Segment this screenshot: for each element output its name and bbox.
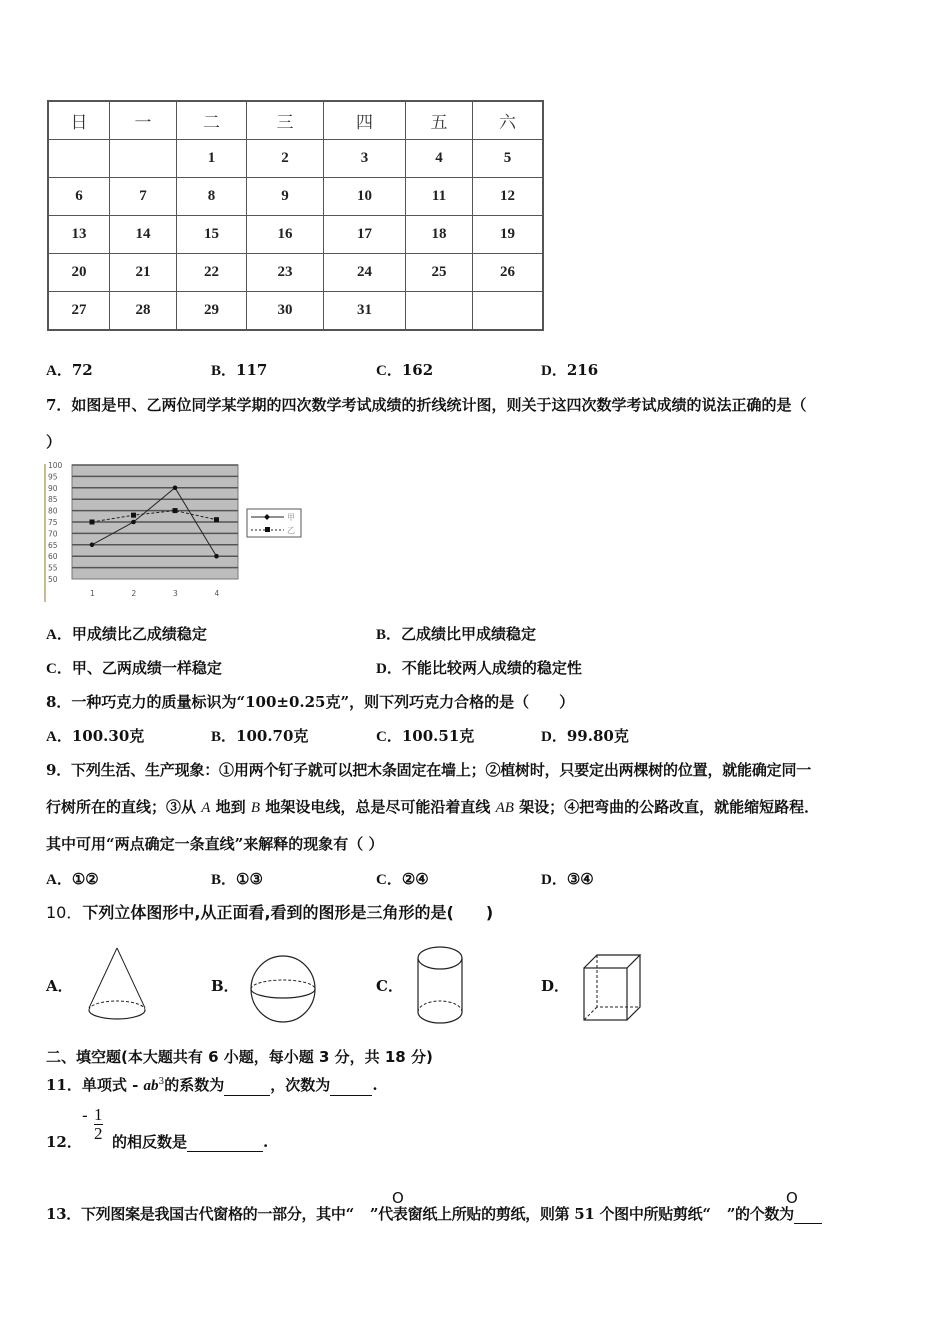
q9-option-b (211, 869, 263, 890)
calendar-cell: 30 (247, 292, 324, 331)
expression-base: ab (143, 1078, 159, 1094)
option-label: A． (46, 729, 72, 745)
paper-cut-circle-icon: O (392, 1189, 404, 1207)
variable-b: B (250, 800, 261, 816)
calendar-cell (48, 140, 110, 178)
q9-stem-line3: 其中可用“两点确定一条直线”来解释的现象有（ ） (46, 835, 384, 853)
calendar-cell: 8 (177, 178, 247, 216)
calendar-cell: 14 (110, 216, 177, 254)
q8-option-d (541, 726, 629, 747)
q7-option-c (46, 658, 222, 679)
text-segment: 的相反数是 (112, 1133, 188, 1151)
calendar-cell (473, 292, 544, 331)
fraction-numerator: 1 (94, 1105, 103, 1124)
q10-option-a-label: A． (46, 977, 73, 995)
q9-option-c (376, 869, 429, 890)
calendar-cell: 5 (473, 140, 544, 178)
option-label: A． (46, 363, 72, 379)
q10-option-b-label: B． (211, 977, 239, 995)
q10-stem (46, 903, 493, 923)
calendar-header-cell: 三 (247, 101, 324, 140)
calendar-cell: 4 (406, 140, 473, 178)
option-label: A． (46, 872, 72, 888)
option-value: 117 (236, 361, 268, 379)
q6-option-b (211, 360, 267, 381)
calendar-cell: 10 (324, 178, 406, 216)
calendar-cell: 23 (247, 254, 324, 292)
calendar-cell: 17 (324, 216, 406, 254)
calendar-header-cell: 二 (177, 101, 247, 140)
text-segment: ，次数为 (270, 1076, 331, 1094)
option-value: ③④ (566, 870, 594, 888)
calendar-cell: 27 (48, 292, 110, 331)
cone-icon (86, 945, 148, 1027)
q12-number: 12． (46, 1133, 82, 1151)
calendar-header-cell: 六 (473, 101, 544, 140)
q8-stem: 8．一种巧克力的质量标识为“100±0.25克”，则下列巧克力合格的是（ ） (46, 693, 575, 711)
q10-option-d-label: D． (541, 977, 570, 995)
calendar-cell: 7 (110, 178, 177, 216)
svg-text:50: 50 (48, 575, 58, 584)
calendar-cell: 24 (324, 254, 406, 292)
answer-blank[interactable] (224, 1079, 270, 1096)
answer-blank[interactable] (187, 1135, 263, 1152)
q8-option-b (211, 726, 308, 747)
text-segment: 13．下列图案是我国古代窗格的一部分，其中“ (46, 1205, 354, 1223)
calendar-cell: 3 (324, 140, 406, 178)
svg-text:70: 70 (48, 529, 58, 539)
text-segment: . (372, 1076, 378, 1094)
option-value: 162 (401, 361, 434, 379)
calendar-cell: 18 (406, 216, 473, 254)
text-segment: ”的个数为 (726, 1205, 794, 1223)
q10-option-c-label: C． (376, 977, 403, 995)
calendar-cell: 20 (48, 254, 110, 292)
q8-option-c (376, 726, 474, 747)
text-segment: 地架设电线，总是尽可能沿着直线 (265, 798, 491, 816)
q8-option-a (46, 726, 144, 747)
calendar-cell: 16 (247, 216, 324, 254)
svg-text:65: 65 (48, 540, 58, 550)
svg-text:2: 2 (131, 589, 137, 598)
q12-stem (112, 1132, 268, 1152)
chart-legend (247, 509, 301, 537)
calendar-header-cell: 一 (110, 101, 177, 140)
q11-stem (46, 1072, 378, 1096)
q12-negative-sign: - (82, 1106, 88, 1126)
svg-text:60: 60 (48, 552, 58, 562)
option-label: C． (376, 363, 402, 379)
question-number: 10． (46, 903, 83, 922)
option-label: C． (376, 872, 402, 888)
svg-text:甲: 甲 (287, 513, 295, 522)
paper-cut-circle-icon: O (786, 1189, 798, 1207)
option-label: D． (541, 729, 567, 745)
option-value: 72 (71, 361, 93, 379)
svg-text:95: 95 (48, 472, 58, 482)
q9-option-a (46, 869, 99, 890)
variable-a: A (201, 800, 211, 816)
option-label: D． (541, 872, 567, 888)
calendar-header-row (48, 101, 543, 140)
fraction (94, 1106, 103, 1143)
sphere-icon (248, 953, 318, 1025)
svg-text:75: 75 (48, 518, 58, 527)
svg-text:3: 3 (173, 589, 178, 598)
text-segment: ”代表窗纸上所贴的剪纸，则第 51 个图中所贴剪纸“ (369, 1205, 711, 1223)
calendar-cell: 19 (473, 216, 544, 254)
option-label: D． (376, 661, 402, 677)
calendar-cell: 9 (247, 178, 324, 216)
option-label: A． (46, 627, 72, 643)
answer-blank[interactable] (794, 1207, 822, 1224)
option-value: 甲成绩比乙成绩稳定 (71, 625, 207, 643)
variable-ab: AB (495, 800, 514, 816)
option-value: 甲、乙两成绩一样稳定 (71, 659, 222, 677)
option-value: ①② (71, 870, 99, 888)
option-value: ①③ (236, 870, 263, 888)
calendar-cell (110, 140, 177, 178)
calendar-cell: 2 (247, 140, 324, 178)
svg-text:80: 80 (48, 506, 58, 516)
text-segment: 地到 (215, 798, 246, 816)
svg-text:90: 90 (48, 483, 58, 493)
option-value: ②④ (401, 870, 429, 888)
answer-blank[interactable] (330, 1079, 372, 1096)
option-label: B． (376, 627, 402, 643)
calendar-row (48, 178, 543, 216)
calendar-cell: 11 (406, 178, 473, 216)
section-2-title: 二、填空题(本大题共有 6 小题，每小题 3 分，共 18 分) (46, 1048, 433, 1066)
option-label: D． (541, 363, 567, 379)
calendar-table (47, 100, 544, 331)
calendar-cell (406, 292, 473, 331)
q7-option-b (376, 624, 536, 645)
calendar-cell: 29 (177, 292, 247, 331)
calendar-cell: 21 (110, 254, 177, 292)
expression-exponent: 3 (158, 1077, 165, 1087)
option-label: C． (376, 729, 402, 745)
option-value: 不能比较两人成绩的稳定性 (401, 659, 582, 677)
svg-text:55: 55 (48, 563, 58, 573)
calendar-row (48, 254, 543, 292)
svg-text:100: 100 (48, 462, 63, 470)
calendar-cell: 15 (177, 216, 247, 254)
calendar-cell: 25 (406, 254, 473, 292)
q13-stem (46, 1204, 822, 1224)
option-value: 99.80克 (566, 727, 629, 745)
text-segment: 的系数为 (164, 1076, 225, 1094)
option-label: B． (211, 872, 237, 888)
option-label: C． (46, 661, 72, 677)
q7-option-d (376, 658, 582, 679)
svg-text:1: 1 (90, 589, 95, 598)
text-segment: 行树所在的直线；③从 (46, 798, 197, 816)
option-value: 100.51克 (401, 727, 475, 745)
score-line-chart (44, 462, 306, 604)
calendar-header-cell: 日 (48, 101, 110, 140)
question-text: 下列立体图形中,从正面看,看到的图形是三角形的是( ) (82, 903, 494, 922)
calendar-header-cell: 四 (324, 101, 406, 140)
option-value: 100.30克 (71, 727, 145, 745)
option-label: B． (211, 363, 237, 379)
fraction-denominator: 2 (94, 1124, 103, 1143)
rectangular-prism-icon (582, 950, 642, 1024)
calendar-row (48, 292, 543, 331)
calendar-cell: 1 (177, 140, 247, 178)
option-value: 216 (566, 361, 599, 379)
calendar-row (48, 216, 543, 254)
text-segment: 架设；④把弯曲的公路改直，就能缩短路程． (519, 798, 820, 816)
calendar-cell: 22 (177, 254, 247, 292)
svg-text:4: 4 (214, 589, 220, 598)
q9-option-d (541, 869, 594, 890)
calendar-cell: 26 (473, 254, 544, 292)
calendar-cell: 13 (48, 216, 110, 254)
text-segment: 11．单项式 - (46, 1076, 144, 1094)
calendar-cell: 12 (473, 178, 544, 216)
q7-option-a (46, 624, 207, 645)
svg-text:乙: 乙 (287, 526, 295, 535)
q6-option-a (46, 360, 93, 381)
q7-stem-close: ） (46, 433, 62, 451)
cylinder-icon (414, 945, 466, 1027)
option-label: B． (211, 729, 237, 745)
q6-option-d (541, 360, 598, 381)
q6-option-c (376, 360, 433, 381)
option-value: 乙成绩比甲成绩稳定 (401, 625, 537, 643)
text-segment: . (263, 1133, 269, 1151)
q7-stem: 7．如图是甲、乙两位同学某学期的四次数学考试成绩的折线统计图，则关于这四次数学考试成绩的说法正确的是（ (46, 396, 807, 414)
calendar-header-cell: 五 (406, 101, 473, 140)
svg-text:85: 85 (48, 495, 58, 505)
calendar-cell: 31 (324, 292, 406, 331)
calendar-cell: 28 (110, 292, 177, 331)
option-value: 100.70克 (236, 727, 309, 745)
q9-stem-line1: 9．下列生活、生产现象：①用两个钉子就可以把木条固定在墙上；②植树时，只要定出两棵树的位置，就能确定同一 (46, 761, 812, 779)
q9-stem-line2 (46, 797, 819, 818)
calendar-row (48, 140, 543, 178)
calendar-cell: 6 (48, 178, 110, 216)
